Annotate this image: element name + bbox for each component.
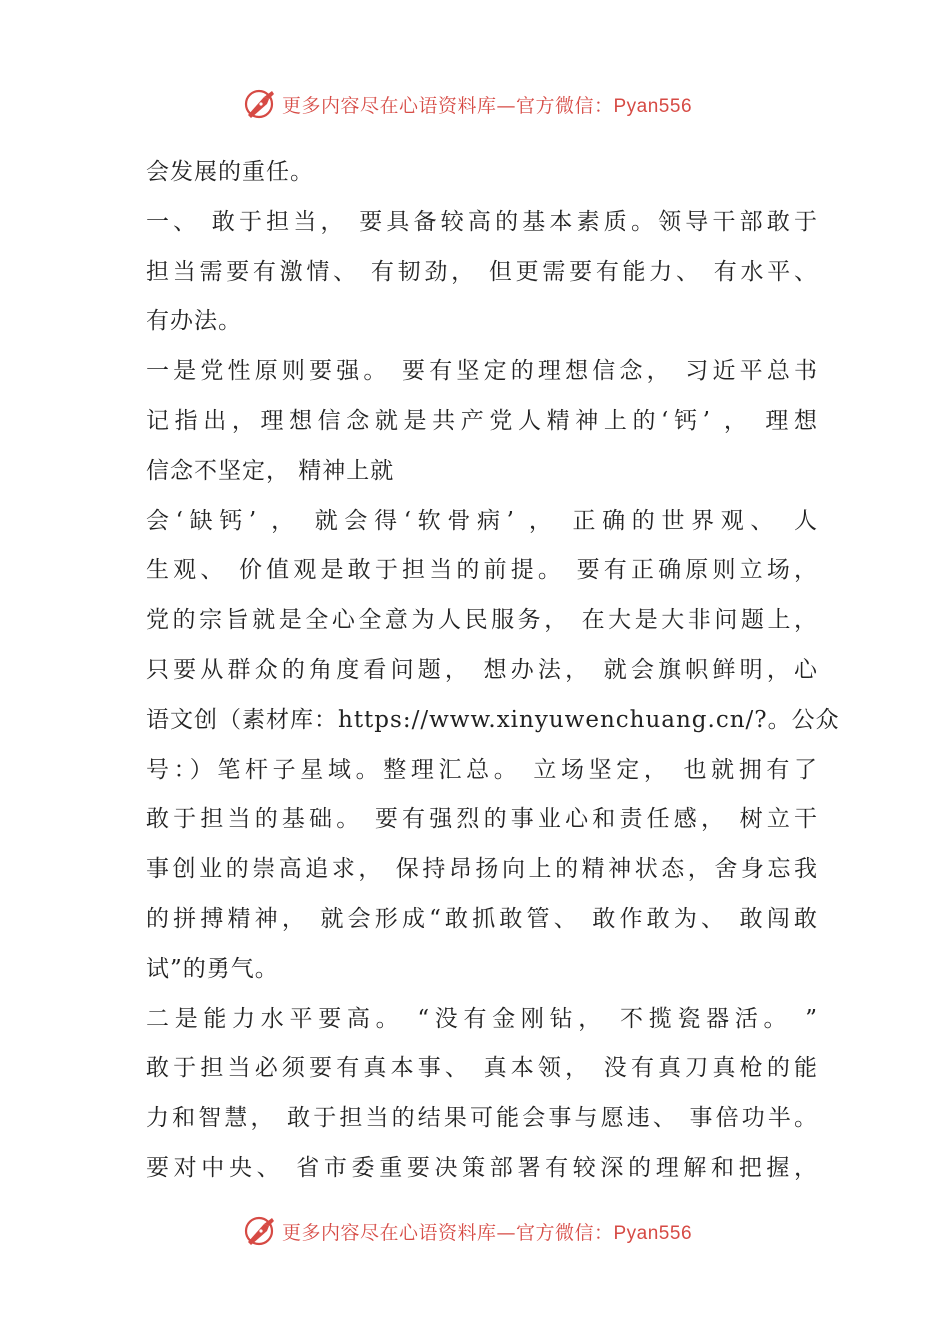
text-line: 生观、 价值观是敢于担当的前提。 要有正确原则立场， <box>146 557 818 584</box>
wechat-id: Pyan556 <box>613 95 693 117</box>
text-line: 力和智慧， 敢于担当的结果可能会事与愿违、 事倍功半。 <box>146 1105 818 1132</box>
banner-text <box>282 1218 692 1245</box>
header-banner <box>0 84 950 124</box>
text-line: 信念不坚定， 精神上就 <box>146 457 395 484</box>
text-line: 事创业的崇高追求， 保持昂扬向上的精神状态，舍身忘我 <box>146 856 818 883</box>
text-line: 会‘缺钙’ ， 就会得‘软骨病’ ， 正确的世界观、 人 <box>146 507 818 534</box>
footer-banner-content <box>242 1214 692 1248</box>
text-line: 党的宗旨就是全心全意为人民服务， 在大是大非问题上， <box>146 607 818 634</box>
pen-nib-logo-icon <box>242 1214 278 1248</box>
banner-slogan: 更多内容尽在心语资料库—官方微信： <box>281 1221 614 1244</box>
text-line: 的拼搏精神， 就会形成“敢抓敢管、 敢作敢为、 敢闯敢 <box>146 905 818 932</box>
text-line: 记指出，理想信念就是共产党人精神上的‘钙’ ， 理想 <box>146 407 818 434</box>
text-line: 只要从群众的角度看问题， 想办法， 就会旗帜鲜明，心 <box>146 656 818 683</box>
banner-text <box>282 91 692 118</box>
banner-slogan: 更多内容尽在心语资料库—官方微信： <box>281 94 614 117</box>
text-line: 二是能力水平要高。 “没有金刚钻， 不揽瓷器活。 ” <box>146 1005 818 1032</box>
text-line: 敢于担当必须要有真本事、 真本领， 没有真刀真枪的能 <box>146 1055 818 1082</box>
text-line: 号：）笔杆子星域。整理汇总。 立场坚定， 也就拥有了 <box>146 756 818 783</box>
text-line: 会发展的重任。 <box>146 159 314 185</box>
text-line: 敢于担当的基础。 要有强烈的事业心和责任感， 树立干 <box>146 806 818 833</box>
text-line: 有办法。 <box>146 308 242 335</box>
text-line: 担当需要有激情、 有韧劲， 但更需要有能力、 有水平、 <box>146 258 818 285</box>
pen-nib-logo-icon <box>242 87 278 121</box>
text-line: 试”的勇气。 <box>146 955 279 982</box>
text-line: 要对中央、 省市委重要决策部署有较深的理解和把握， <box>146 1154 818 1181</box>
document-body <box>146 148 840 1194</box>
text-line: 语文创（素材库：https://www.xinyuwenchuang.cn/?。公众 <box>146 706 840 733</box>
wechat-id: Pyan556 <box>613 1222 693 1244</box>
header-banner-content <box>242 87 692 121</box>
footer-banner <box>0 1211 950 1251</box>
text-line: 一、 敢于担当， 要具备较高的基本素质。领导干部敢于 <box>146 208 818 235</box>
text-line: 一是党性原则要强。 要有坚定的理想信念， 习近平总书 <box>146 358 818 385</box>
